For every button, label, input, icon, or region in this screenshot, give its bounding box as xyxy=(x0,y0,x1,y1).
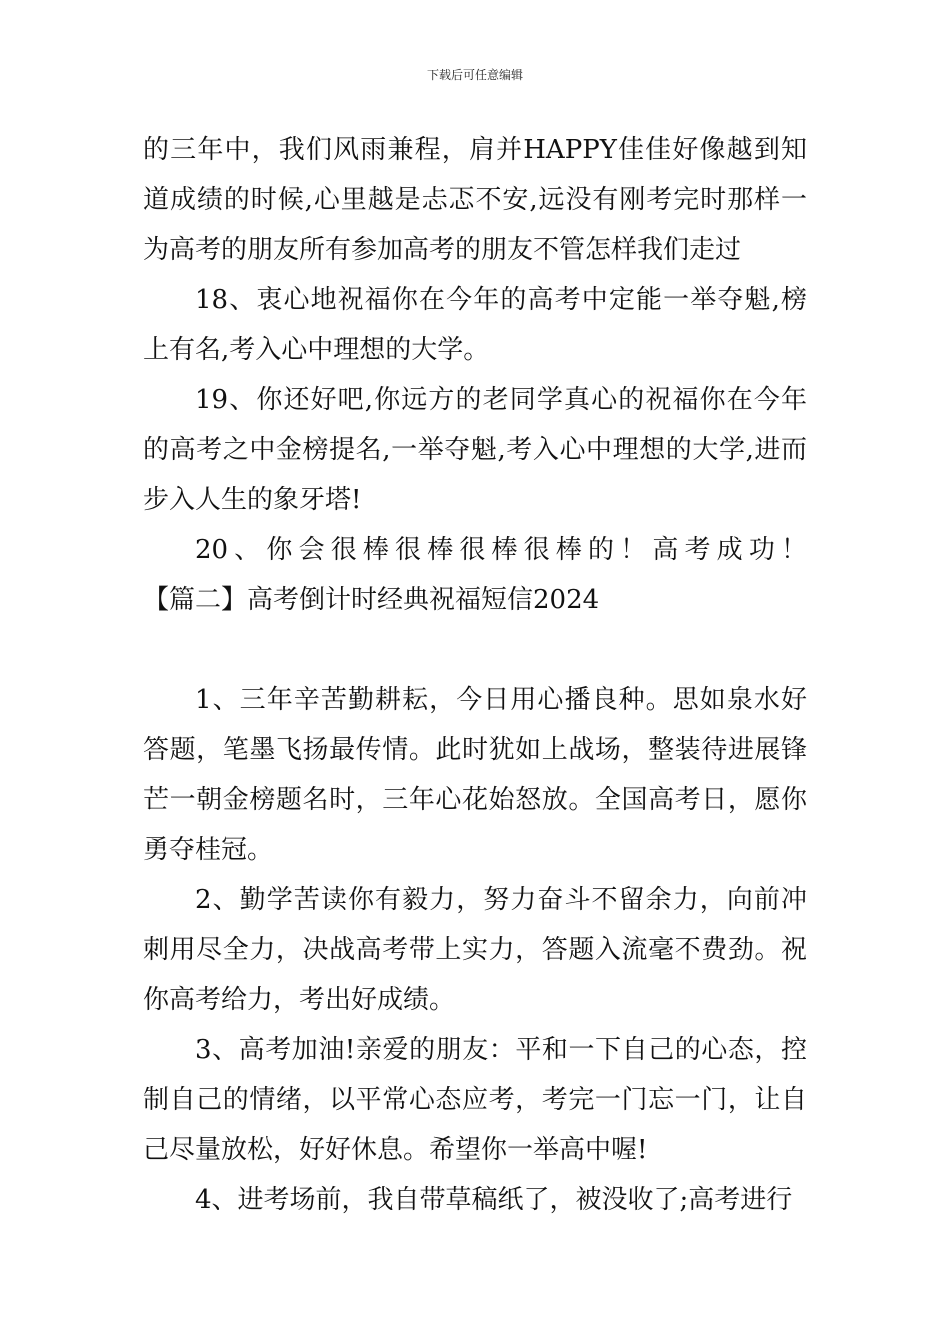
paragraph-item-4: 4、进考场前，我自带草稿纸了，被没收了;高考进行 xyxy=(195,1185,793,1215)
document-body xyxy=(143,125,886,1225)
paragraph-item-3: 3、高考加油!亲爱的朋友：平和一下自己的心态，控制自己的情绪，以平常心态应考，考完一门忘一门，让自己尽量放松，好好休息。希望你一举高中喔! xyxy=(143,1035,807,1165)
paragraph-item-1: 1、三年辛苦勤耕耘，今日用心播良种。思如泉水好答题，笔墨飞扬最传情。此时犹如上战场，整装待进展锋芒一朝金榜题名时，三年心花始怒放。全国高考日，愿你勇夺桂冠。 xyxy=(143,685,807,865)
paragraph-item-20-section-heading: 20、你会很棒很棒很棒很棒的！高考成功！ 【篇二】高考倒计时经典祝福短信2024 xyxy=(143,535,886,615)
page-header: 下载后可任意编辑 xyxy=(426,68,523,82)
paragraph-continuation: 的三年中，我们风雨兼程，肩并HAPPY佳佳好像越到知道成绩的时候,心里越是忐忑不安,远没有刚考完时那样一为高考的朋友所有参加高考的朋友不管怎样我们走过 xyxy=(143,135,807,265)
paragraph-item-2: 2、勤学苦读你有毅力，努力奋斗不留余力，向前冲刺用尽全力，决战高考带上实力，答题入流毫不费劲。祝你高考给力，考出好成绩。 xyxy=(143,885,807,1015)
paragraph-item-19: 19、你还好吧,你远方的老同学真心的祝福你在今年的高考之中金榜提名,一举夺魁,考入心中理想的大学,进而步入人生的象牙塔! xyxy=(143,385,807,515)
paragraph-item-18: 18、衷心地祝福你在今年的高考中定能一举夺魁,榜上有名,考入心中理想的大学。 xyxy=(143,285,807,365)
blank-line xyxy=(143,625,807,675)
